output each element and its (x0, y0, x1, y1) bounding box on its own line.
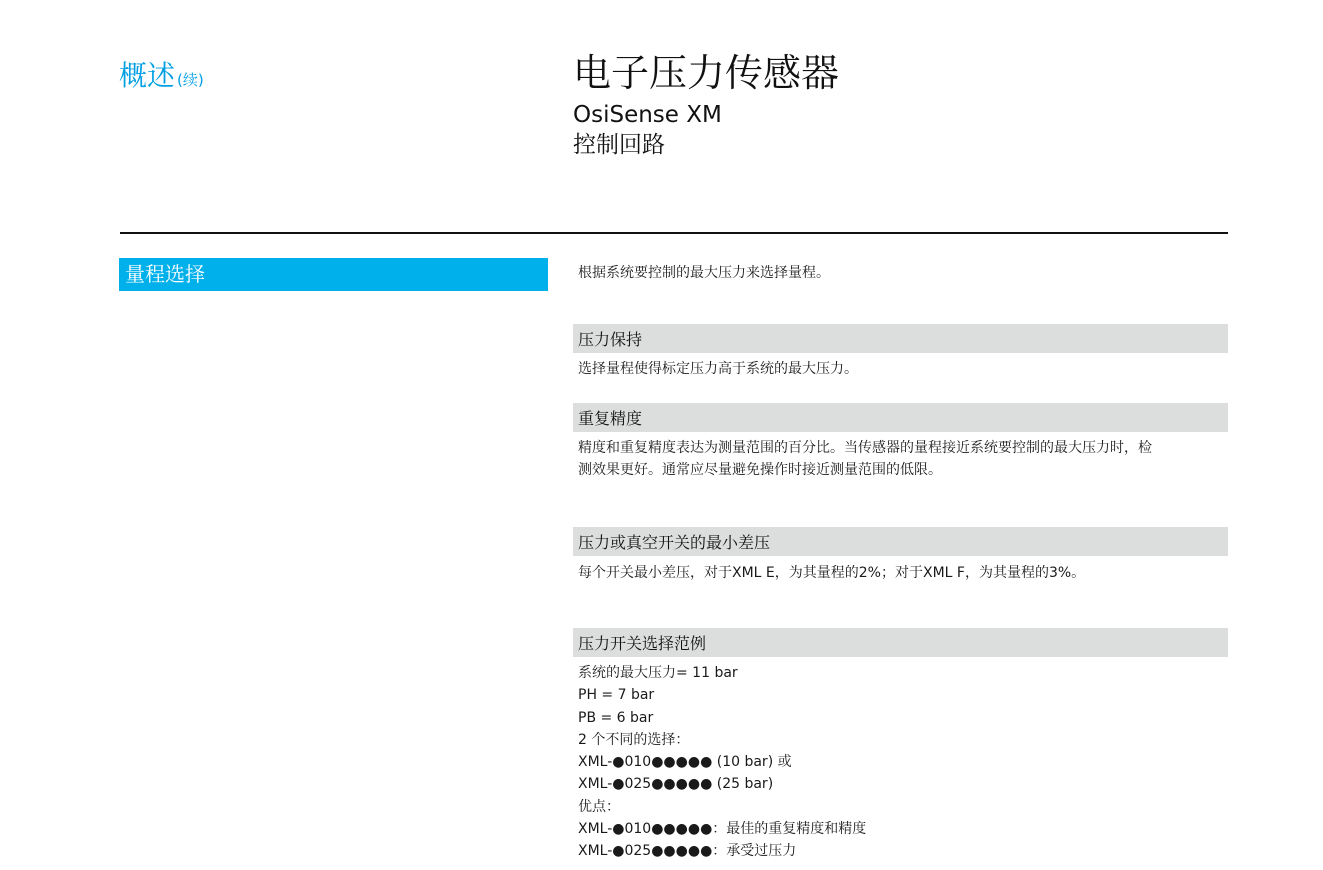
example-line: XML-●025●●●●● (25 bar) (578, 776, 774, 793)
header-divider (120, 232, 1228, 234)
section-label-bar: 量程选择 (119, 258, 548, 291)
example-line: 系统的最大压力= 11 bar (578, 665, 738, 681)
section-body-repeatability (578, 437, 1223, 481)
section-heading-min-differential: 压力或真空开关的最小差压 (573, 527, 1228, 556)
section-heading-selection-example: 压力开关选择范例 (573, 628, 1228, 657)
repeatability-line-2: 测效果更好。通常应尽量避免操作时接近测量范围的低限。 (578, 462, 942, 478)
overview-title-continued: (续) (177, 71, 204, 89)
topic-line: 控制回路 (573, 132, 665, 158)
section-body-selection-example (578, 662, 1223, 863)
section-body-min-differential: 每个开关最小差压，对于XML E，为其量程的2%；对于XML F，为其量程的3%。 (578, 565, 1086, 581)
example-line: XML-●010●●●●● (10 bar) 或 (578, 754, 792, 771)
example-line: 优点： (578, 798, 620, 815)
example-list (578, 662, 1223, 863)
repeatability-line-1: 精度和重复精度表达为测量范围的百分比。当传感器的量程接近系统要控制的最大压力时，检 (578, 440, 1152, 456)
example-line: 2 个不同的选择： (578, 731, 690, 748)
section-heading-pressure-hold: 压力保持 (573, 324, 1228, 353)
overview-title (119, 58, 204, 98)
document-subtitle (573, 100, 722, 160)
document-title: 电子压力传感器 (573, 51, 840, 95)
example-line: XML-●010●●●●●：最佳的重复精度和精度 (578, 821, 867, 838)
example-line: PH = 7 bar (578, 687, 655, 704)
intro-text: 根据系统要控制的最大压力来选择量程。 (578, 265, 830, 281)
example-line: XML-●025●●●●●：承受过压力 (578, 843, 797, 860)
overview-title-text: 概述 (119, 59, 176, 92)
section-body-pressure-hold: 选择量程使得标定压力高于系统的最大压力。 (578, 361, 858, 377)
example-line: PB = 6 bar (578, 709, 654, 726)
section-heading-repeatability: 重复精度 (573, 403, 1228, 432)
product-line: OsiSense XM (573, 102, 722, 128)
